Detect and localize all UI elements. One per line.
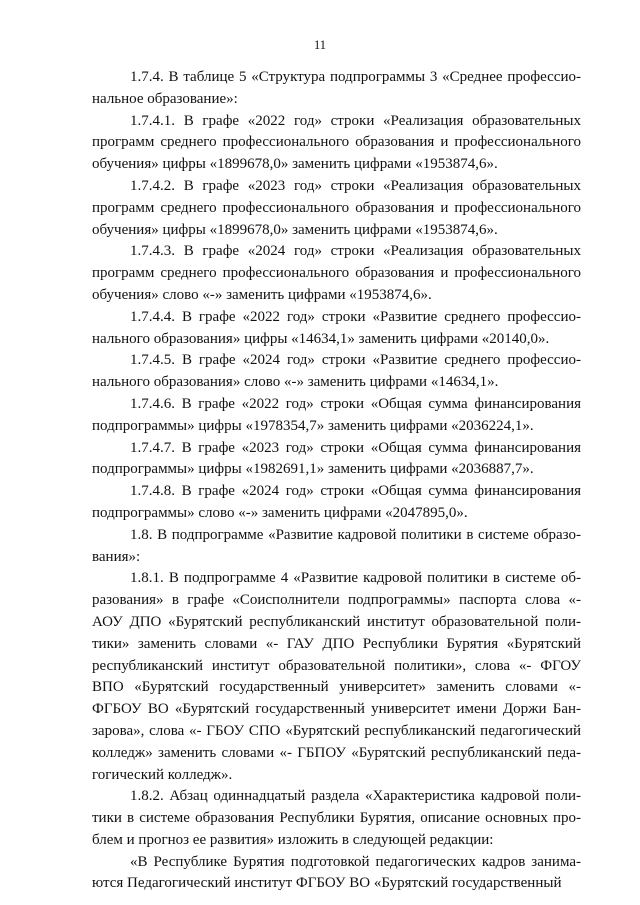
paragraph-1-7-4-8: 1.7.4.8. В графе «2024 год» строки «Общая сумма финансирования подпрограммы» слово «-» заменить цифрами «2047895,0». <box>92 483 581 521</box>
paragraph-1-7-4-7: 1.7.4.7. В графе «2023 год» строки «Общая сумма финансирования подпрограммы» цифры «1982691,1» заменить цифрами «2036887,7». <box>92 439 581 478</box>
paragraph-1-7-4-3: 1.7.4.3. В графе «2024 год» строки «Реализация образовательных программ среднего профессионального образования и профессионального обучения» слово «-» заменить цифрами «1953874,6». <box>92 243 581 303</box>
document-body <box>92 67 581 895</box>
paragraph-1-7-4-1: 1.7.4.1. В графе «2022 год» строки «Реализация образовательных программ среднего профессионального образования и профессионального обучения» цифры «1899678,0» заменить цифрами «1953874,6». <box>92 112 581 173</box>
paragraph-1-8: 1.8. В подпрограмме «Развитие кадровой политики в системе образования»: <box>92 526 581 565</box>
page-number: 11 <box>313 38 327 52</box>
paragraph-1-7-4-5: 1.7.4.5. В графе «2024 год» строки «Развитие среднего профессионального образования» слово «-» заменить цифрами «14634,1». <box>92 352 581 391</box>
paragraph-1-8-1: 1.8.1. В подпрограмме 4 «Развитие кадровой политики в системе образования» в графе «Соисполнители подпрограммы» паспорта слова «- АОУ ДПО «Бурятский республиканский институт образовательной политики» заменить словами «- ГАУ ДПО Республики Бурятия «Бурятский республиканский институт образовательной политики», слова «- ФГОУ ВПО «Бурятский государственный университет» заменить словами «- ФГБОУ ВО «Бурятский государственный университет имени Доржи Банзарова», слова «- ГБОУ СПО «Бурятский республиканский педагогический колледж» заменить словами «- ГБПОУ «Бурятский республиканский педагогический колледж». <box>92 570 581 783</box>
paragraph-quoted-text: «В Республике Бурятия подготовкой педагогических кадров занимаются Педагогический институт ФГБОУ ВО «Бурятский государственный <box>92 853 581 892</box>
paragraph-1-8-2: 1.8.2. Абзац одиннадцатый раздела «Характеристика кадровой политики в системе образования Республики Бурятия, описание основных проблем и прогноз ее развития» изложить в следующей редакции: <box>92 788 581 848</box>
paragraph-1-7-4-6: 1.7.4.6. В графе «2022 год» строки «Общая сумма финансирования подпрограммы» цифры «1978354,7» заменить цифрами «2036224,1». <box>92 395 581 434</box>
paragraph-1-7-4: 1.7.4. В таблице 5 «Структура подпрограммы 3 «Среднее профессиональное образование»: <box>92 69 581 107</box>
paragraph-1-7-4-2: 1.7.4.2. В графе «2023 год» строки «Реализация образовательных программ среднего профессионального образования и профессионального обучения» цифры «1899678,0» заменить цифрами «1953874,6». <box>92 177 581 238</box>
paragraph-1-7-4-4: 1.7.4.4. В графе «2022 год» строки «Развитие среднего профессионального образования» цифры «14634,1» заменить цифрами «20140,0». <box>92 308 581 347</box>
